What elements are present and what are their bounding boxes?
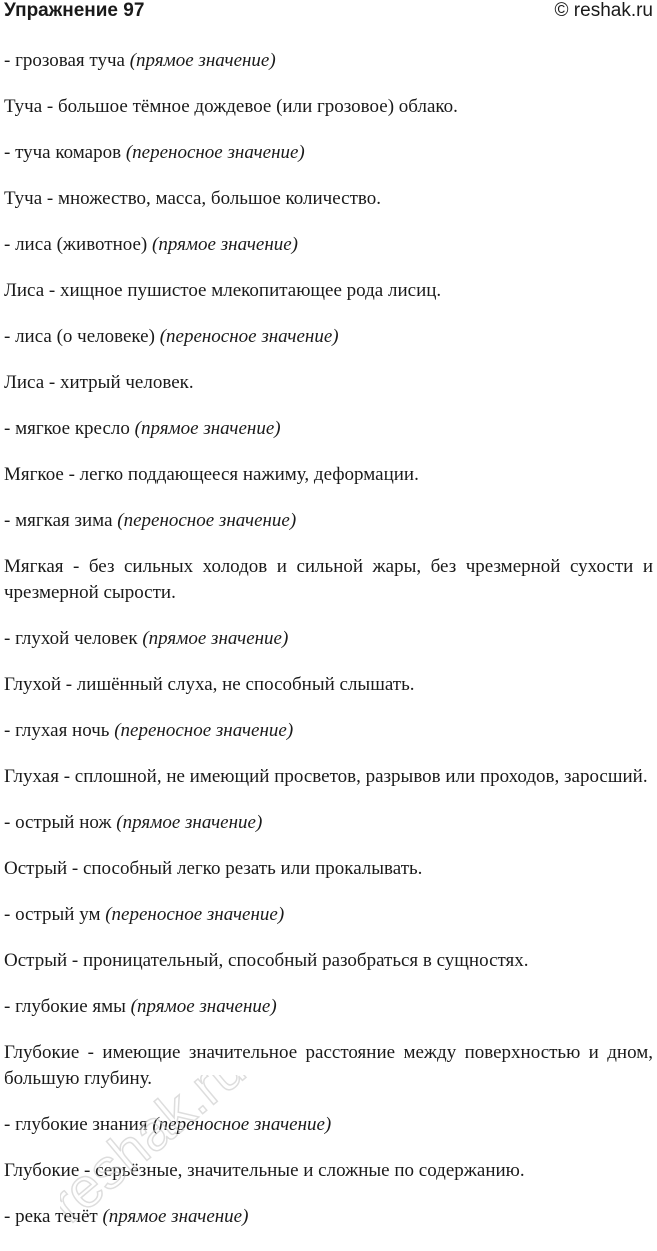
meaning-note: (прямое значение) (116, 812, 263, 833)
definition-text: Острый - проницательный, способный разобраться в сущностях. (4, 950, 529, 971)
example-line (4, 718, 653, 744)
definition-text: Острый - способный легко резать или прокалывать. (4, 858, 423, 879)
meaning-note: (прямое значение) (134, 418, 281, 439)
example-line (4, 140, 653, 166)
definition-line (4, 554, 653, 606)
example-phrase: - глубокие знания (4, 1114, 153, 1135)
definition-line (4, 370, 653, 396)
site-credit: © reshak.ru (554, 0, 653, 21)
example-line (4, 1112, 653, 1138)
example-phrase: - острый ум (4, 904, 106, 925)
definition-line (4, 948, 653, 974)
definition-line (4, 856, 653, 882)
example-phrase: - острый нож (4, 812, 117, 833)
definition-line (4, 186, 653, 212)
definition-line (4, 278, 653, 304)
meaning-note: (прямое значение) (142, 628, 289, 649)
example-phrase: - грозовая туча (4, 50, 130, 71)
definition-text: Туча - множество, масса, большое количество. (4, 188, 381, 209)
example-line (4, 994, 653, 1020)
definition-text: Туча - большое тёмное дождевое (или грозовое) облако. (4, 96, 458, 117)
example-line (4, 324, 653, 350)
meaning-note: (переносное значение) (125, 142, 305, 163)
meaning-note: (переносное значение) (114, 720, 294, 741)
example-line (4, 416, 653, 442)
example-phrase: - глубокие ямы (4, 996, 131, 1017)
definition-line (4, 1158, 653, 1184)
example-phrase: - мягкое кресло (4, 418, 135, 439)
definition-text: Лиса - хитрый человек. (4, 372, 194, 393)
example-line (4, 232, 653, 258)
page-header (4, 0, 653, 24)
exercise-title: Упражнение 97 (4, 0, 145, 21)
example-line (4, 1204, 653, 1230)
example-phrase: - мягкая зима (4, 510, 118, 531)
watermark-text: reshak.ru (60, 1075, 257, 1235)
definition-text: Глухая - сплошной, не имеющий просветов, разрывов или проходов, заросший. (4, 766, 648, 787)
definition-text: Лиса - хищное пушистое млекопитающее рода лисиц. (4, 280, 442, 301)
exercise-content (4, 48, 653, 1250)
example-phrase: - лиса (животное) (4, 234, 153, 255)
meaning-note: (прямое значение) (152, 234, 299, 255)
example-line (4, 902, 653, 928)
example-phrase: - глухой человек (4, 628, 143, 649)
definition-line (4, 764, 653, 790)
definition-text: Мягкая - без сильных холодов и сильной жары, без чрезмерной сухости и чрезмерной сырости. (4, 556, 653, 603)
definition-text: Глухой - лишённый слуха, не способный слышать. (4, 674, 415, 695)
definition-line (4, 1040, 653, 1092)
meaning-note: (переносное значение) (159, 326, 339, 347)
meaning-note: (переносное значение) (152, 1114, 332, 1135)
example-line (4, 48, 653, 74)
definition-line (4, 462, 653, 488)
example-phrase: - лиса (о человеке) (4, 326, 160, 347)
example-line (4, 810, 653, 836)
definition-text: Мягкое - легко поддающееся нажиму, деформации. (4, 464, 419, 485)
example-phrase: - река течёт (4, 1206, 103, 1227)
example-phrase: - туча комаров (4, 142, 126, 163)
meaning-note: (прямое значение) (129, 50, 276, 71)
example-line (4, 626, 653, 652)
definition-line (4, 94, 653, 120)
definition-line (4, 672, 653, 698)
meaning-note: (переносное значение) (105, 904, 285, 925)
meaning-note: (прямое значение) (130, 996, 277, 1017)
definition-text: Глубокие - серьёзные, значительные и сложные по содержанию. (4, 1160, 525, 1181)
definition-text: Глубокие - имеющие значительное расстояние между поверхностью и дном, большую глубину. (4, 1042, 653, 1089)
meaning-note: (переносное значение) (117, 510, 297, 531)
meaning-note: (прямое значение) (102, 1206, 249, 1227)
example-phrase: - глухая ночь (4, 720, 115, 741)
example-line (4, 508, 653, 534)
